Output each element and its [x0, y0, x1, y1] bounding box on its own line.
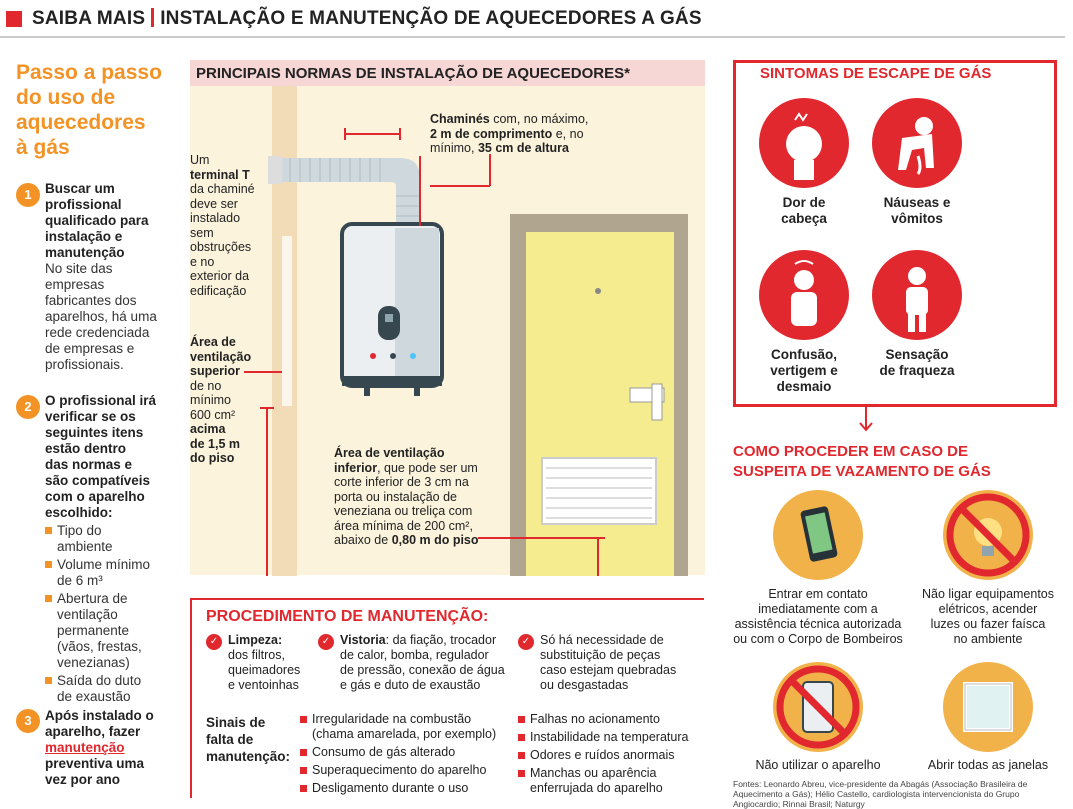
- procedure-check-3: Só há necessidade de substituição de peças caso estejam quebradas ou desgastadas: [540, 633, 677, 692]
- upper-vent: [282, 236, 292, 406]
- upper-vent-label: Área de ventilação superior de no mínimo 600 cm² acima de 1,5 m do piso: [190, 335, 252, 465]
- header-title: SAIBA MAIS INSTALAÇÃO E MANUTENÇÃO DE AQUECEDORES A GÁS: [32, 8, 702, 29]
- check-item: Volume mínimo de 6 m³: [45, 557, 155, 589]
- step-1-number: 1: [16, 183, 40, 207]
- symptom-label-4: Sensação de fraqueza: [879, 347, 955, 378]
- symptoms-title: SINTOMAS DE ESCAPE DE GÁS: [760, 65, 992, 82]
- procedure-title: PROCEDIMENTO DE MANUTENÇÃO:: [206, 608, 489, 625]
- check-item: Abertura de ventilação permanente (vãos, frestas, venezianas): [45, 591, 155, 671]
- check-item: Tipo do ambiente: [45, 523, 155, 555]
- door: [510, 214, 688, 576]
- check-icon: ✓: [518, 634, 534, 650]
- how-to-title: COMO PROCEDER EM CASO DE SUSPEITA DE VAZAMENTO DE GÁS: [733, 443, 991, 480]
- procedure-check-2: Vistoria: da fiação, trocador de calor, bomba, regulador de pressão, conexão de água e gás e duto de exaustão: [340, 633, 505, 692]
- symptom-label-2: Náuseas e vômitos: [883, 195, 951, 226]
- terminal-label: Um terminal T da chaminé deve ser instalado sem obstruções e no exterior da edificação: [190, 153, 255, 298]
- left-title: Passo a passo do uso de aquecedores à gás: [16, 61, 162, 159]
- header-square: [6, 11, 22, 27]
- diagram-title: PRINCIPAIS NORMAS DE INSTALAÇÃO DE AQUECEDORES*: [190, 60, 705, 86]
- nausea-icon: [872, 98, 962, 188]
- step-2: O profissional irá verificar se os seguintes itens estão dentro das normas e são compatíveis com o aparelho escolhido: Tipo do ambiente Volume mínimo de 6 m³ Abertura de ventilação permanente (vãos, frestas, venezianas) Saída do duto de exaustão: [45, 393, 157, 704]
- check-icon: ✓: [318, 634, 334, 650]
- phone-icon: [773, 490, 863, 580]
- signs-list-a: Irregularidade na combustão (chama amarelada, por exemplo) Consumo de gás alterado Superaquecimento do aparelho Desligamento durante o uso: [300, 712, 500, 799]
- how-label-3: Não utilizar o aparelho: [755, 758, 881, 772]
- window-icon: [943, 662, 1033, 752]
- signs-list-b: Falhas no acionamento Instabilidade na temperatura Odores e ruídos anormais Manchas ou aparência enferrujada do aparelho: [518, 712, 708, 799]
- headache-icon: [759, 98, 849, 188]
- no-heater-icon: [773, 662, 863, 752]
- procedure-check-1: Limpeza: dos filtros, queimadores e ventoinhas: [228, 633, 301, 692]
- sources: Fontes: Leonardo Abreu, vice-presidente da Abagás (Associação Brasileira de Aquecimento a Gás); Hélio Castello, cardiologista intervencionista do Grupo Angiocardio; Rinnai Brasil; Naturgy: [733, 779, 1028, 809]
- arrow-down-icon: [858, 407, 874, 433]
- how-label-1: Entrar em contato imediatamente com a assistência técnica autorizada ou com o Corpo de Bombeiros: [733, 587, 903, 646]
- how-label-2: Não ligar equipamentos elétricos, acender luzes ou fazer faísca no ambiente: [921, 587, 1055, 646]
- header: [0, 0, 1065, 38]
- step-3-number: 3: [16, 709, 40, 733]
- signs-title: Sinais de falta de manutenção:: [206, 715, 291, 764]
- step-1: Buscar um profissional qualificado para instalação e manutenção No site das empresas fabricantes dos aparelhos, há uma rede credenciada de empresas e profissionais.: [45, 181, 157, 372]
- step-3: Após instalado o aparelho, fazer manutenção preventiva uma vez por ano: [45, 708, 154, 787]
- weakness-icon: [872, 250, 962, 340]
- how-label-4: Abrir todas as janelas: [927, 758, 1049, 772]
- check-item: Saída do duto de exaustão: [45, 673, 155, 705]
- confusion-icon: [759, 250, 849, 340]
- check-icon: ✓: [206, 634, 222, 650]
- water-heater: [342, 224, 442, 396]
- chimney-label: Chaminés com, no máximo, 2 m de comprimento e, no mínimo, 35 cm de altura: [430, 112, 589, 155]
- lower-vent-label: Área de ventilação inferior, que pode ser um corte inferior de 3 cm na porta ou instalação de veneziana ou treliça com área mínima de 200 cm², abaixo de 0,80 m do piso: [334, 446, 479, 547]
- symptom-label-3: Confusão, vertigem e desmaio: [770, 347, 838, 394]
- step-2-number: 2: [16, 395, 40, 419]
- symptom-label-1: Dor de cabeça: [781, 195, 827, 226]
- no-light-icon: [943, 490, 1033, 580]
